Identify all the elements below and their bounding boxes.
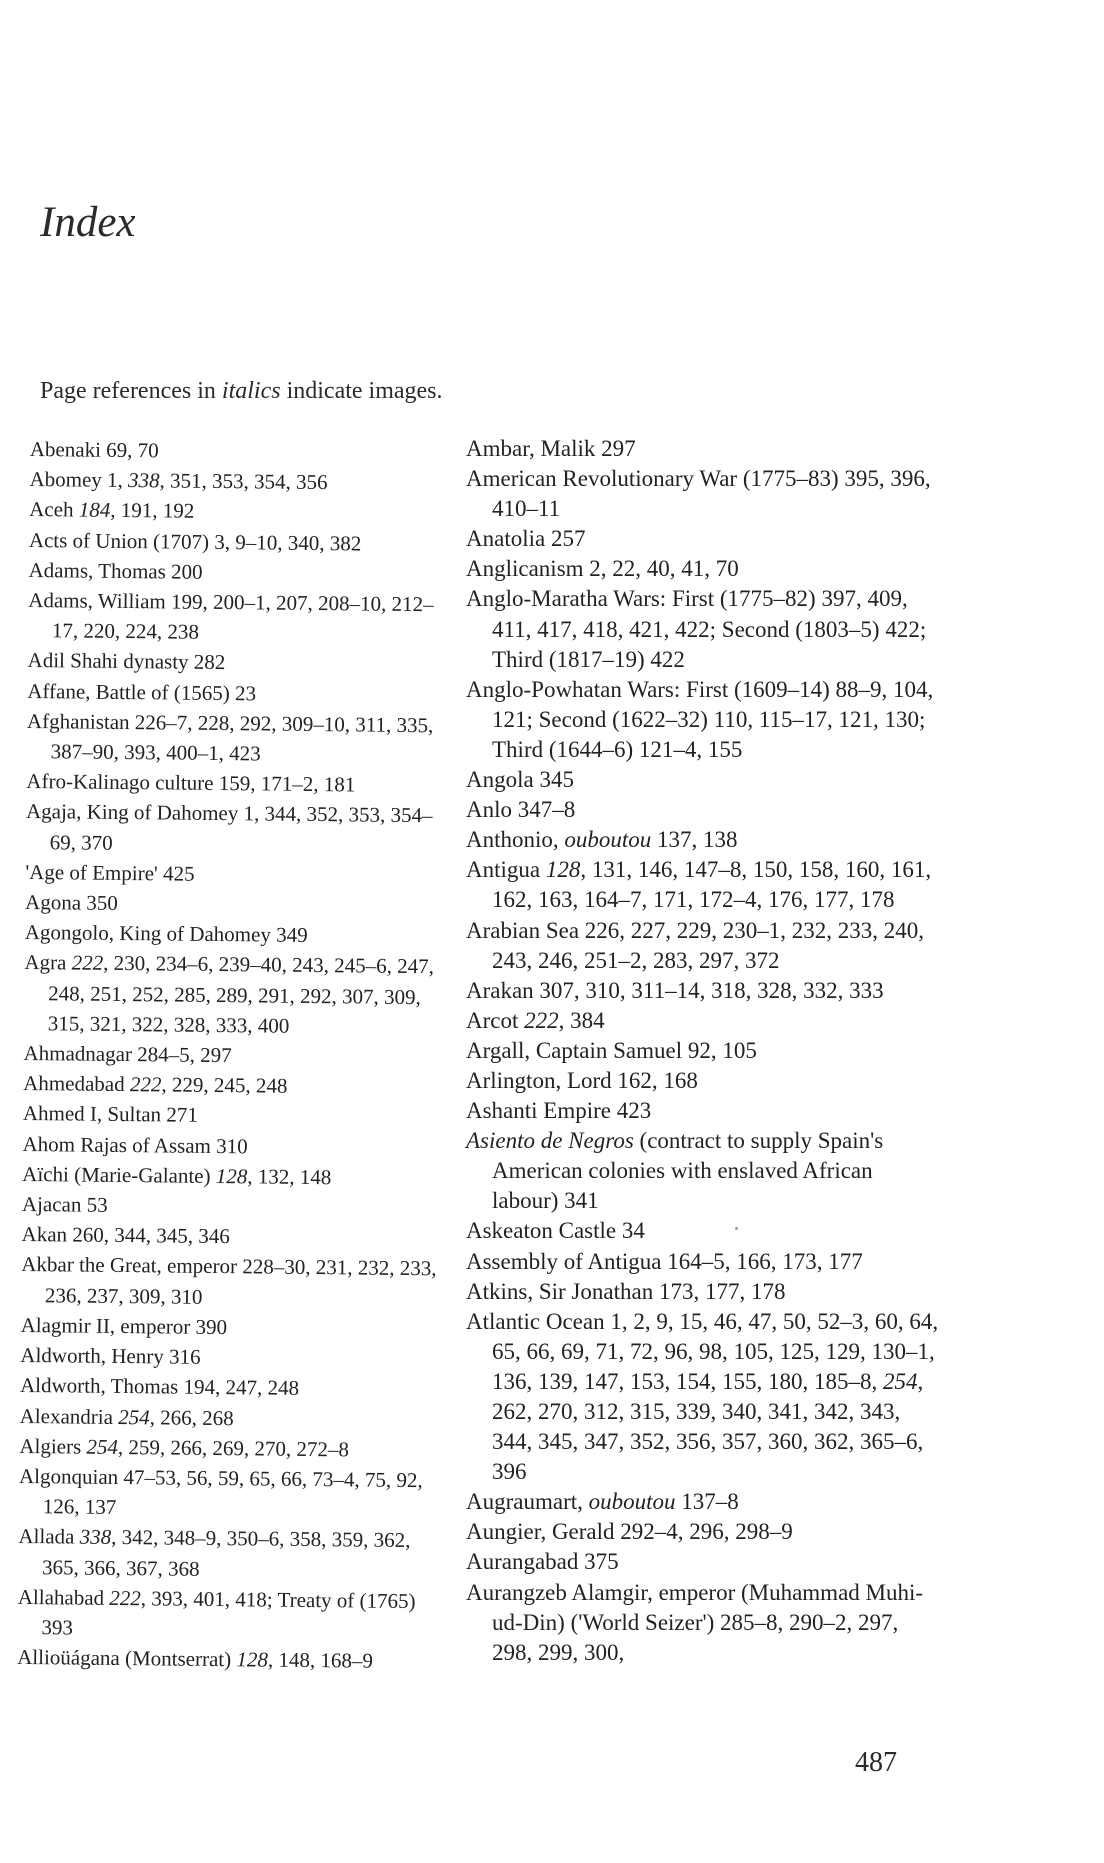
index-entry <box>30 434 450 469</box>
entry-text: Afro-Kalinago culture 159, 171–2, 181 <box>26 769 356 797</box>
index-entry <box>466 855 941 915</box>
entry-text: Arabian Sea 226, 227, 229, 230–1, 232, 233, 240, 243, 246, 251–2, 283, 297, 372 <box>466 917 925 973</box>
entry-text: Aurangzeb Alamgir, emperor (Muhammad Muhi-ud-Din) ('World Seizer') 285–8, 290–2, 297, 298, 299, 300, <box>466 1579 924 1665</box>
entry-italic: 222 <box>71 950 104 976</box>
entry-text: Arlington, Lord 162, 168 <box>466 1067 698 1093</box>
entry-text: Agongolo, King of Dahomey 349 <box>24 920 308 948</box>
entry-text: Argall, Captain Samuel 92, 105 <box>466 1037 757 1063</box>
entry-text: Atlantic Ocean 1, 2, 9, 15, 46, 47, 50, 52–3, 60, 64, 65, 66, 69, 71, 72, 96, 98, 105, 125, 129, 130–1, 136, 139, 147, 153, 154, 155, 180, 185–8, <box>466 1308 939 1394</box>
entry-text: Abenaki 69, 70 <box>29 436 159 463</box>
entry-italic: 222 <box>129 1072 162 1097</box>
entry-text: Augraumart, <box>466 1489 589 1515</box>
index-entry <box>27 645 447 680</box>
index-entry <box>466 1547 941 1577</box>
index-entry <box>29 464 449 499</box>
index-entry <box>19 1461 440 1526</box>
index-entry <box>28 585 449 650</box>
entry-text: Arakan 307, 310, 311–14, 318, 328, 332, 333 <box>466 977 884 1003</box>
index-column-left <box>17 434 450 1677</box>
entry-text-tail: , 230, 234–6, 239–40, 243, 245–6, 247, 248, 251, 252, 285, 289, 291, 292, 307, 309, 315, 321, 322, 328, 333, 400 <box>47 951 435 1038</box>
index-entry <box>23 1098 443 1133</box>
entry-text: Aldworth, Thomas 194, 247, 248 <box>19 1373 300 1401</box>
index-entry <box>25 917 445 952</box>
entry-italic: ouboutou <box>588 1489 676 1515</box>
index-entry <box>26 766 446 801</box>
entry-italic: 338 <box>127 468 160 493</box>
entry-italic: 222 <box>524 1007 559 1033</box>
entry-text: Algonquian 47–53, 56, 59, 65, 66, 73–4, 75, 92, 126, 137 <box>18 1463 423 1520</box>
intro-text-after: indicate images. <box>280 378 443 404</box>
index-entry <box>466 1096 941 1126</box>
entry-italic: 222 <box>109 1585 141 1610</box>
entry-text: Afghanistan 226–7, 228, 292, 309–10, 311, 335, 387–90, 393, 400–1, 423 <box>26 708 434 766</box>
entry-italic: Asiento de Negros <box>466 1128 634 1154</box>
entry-text: Anglicanism 2, 22, 40, 41, 70 <box>466 556 739 582</box>
index-entry <box>19 1431 439 1466</box>
index-entry <box>466 584 941 674</box>
index-entry <box>466 1006 941 1036</box>
index-entry <box>466 916 941 976</box>
entry-text: Ambar, Malik 297 <box>466 436 636 461</box>
page-title: Index <box>40 199 136 246</box>
index-entry <box>27 676 447 711</box>
entry-italic: 254 <box>86 1434 119 1459</box>
entry-text: Anatolia 257 <box>466 526 586 552</box>
index-entry <box>29 494 449 529</box>
index-entry <box>466 1487 941 1517</box>
index-entry <box>466 675 941 765</box>
index-entry <box>22 1159 442 1194</box>
entry-text-tail: , 132, 148 <box>247 1164 332 1190</box>
entry-text: Alexandria <box>19 1403 119 1429</box>
entry-text: Antigua <box>466 857 546 883</box>
index-entry <box>20 1340 440 1375</box>
entry-text-tail: , 259, 266, 269, 270, 272–8 <box>117 1434 350 1462</box>
index-column-right <box>466 434 941 1668</box>
index-entry <box>466 524 941 554</box>
entry-text: Akbar the Great, emperor 228–30, 231, 232, 233, 236, 237, 309, 310 <box>21 1252 437 1309</box>
entry-text: Anglo-Powhatan Wars: First (1609–14) 88–9, 104, 121; Second (1622–32) 110, 115–17, 121, 130; Third (1644–6) 121–4, 155 <box>466 676 934 762</box>
entry-text: Acts of Union (1707) 3, 9–10, 340, 382 <box>28 527 362 556</box>
index-entry <box>20 1400 440 1435</box>
entry-text: Akan 260, 344, 345, 346 <box>21 1222 230 1249</box>
entry-text: Askeaton Castle 34 <box>466 1218 645 1244</box>
index-entry <box>466 825 941 855</box>
paper-speck <box>735 1227 738 1230</box>
entry-text: Aïchi (Marie-Galante) <box>22 1161 216 1188</box>
entry-italic: 338 <box>79 1524 112 1550</box>
entry-italic: 184 <box>78 497 111 523</box>
index-entry <box>466 464 941 524</box>
entry-text: Abomey 1, <box>29 467 129 493</box>
index-intro-note <box>40 378 443 405</box>
index-entry <box>23 1068 443 1103</box>
index-entry <box>18 1521 439 1586</box>
entry-text: Aungier, Gerald 292–4, 296, 298–9 <box>466 1519 793 1545</box>
entry-text-tail: , 342, 348–9, 350–6, 358, 359, 362, 365, 366, 367, 368 <box>42 1525 411 1581</box>
index-entry <box>25 857 445 892</box>
entry-text-tail: , 148, 168–9 <box>267 1647 374 1673</box>
entry-text-tail: 137, 138 <box>651 827 738 853</box>
entry-text-tail: , 266, 268 <box>149 1404 234 1430</box>
index-entry <box>21 1249 442 1314</box>
entry-text: Atkins, Sir Jonathan 173, 177, 178 <box>466 1278 786 1304</box>
entry-text: Aldworth, Henry 316 <box>20 1343 201 1369</box>
entry-text-tail: 137–8 <box>675 1489 739 1515</box>
entry-text: Assembly of Antigua 164–5, 166, 173, 177 <box>466 1248 863 1274</box>
entry-text: Ahmadnagar 284–5, 297 <box>23 1041 232 1068</box>
entry-text: Ahom Rajas of Assam 310 <box>22 1131 248 1158</box>
index-entry <box>17 1642 437 1677</box>
index-entry <box>466 1277 941 1307</box>
entry-text: Anthonio, <box>466 827 565 853</box>
index-entry <box>23 1038 443 1073</box>
entry-text: Aurangabad 375 <box>466 1549 619 1575</box>
index-entry <box>29 525 449 560</box>
entry-text: Ahmed I, Sultan 271 <box>22 1101 198 1128</box>
entry-text: Anlo 347–8 <box>466 797 576 823</box>
index-entry <box>466 1066 941 1096</box>
entry-text: Alagmir II, emperor 390 <box>20 1312 228 1340</box>
entry-text-tail: , 229, 245, 248 <box>161 1072 288 1098</box>
entry-text: Allioüágana (Montserrat) <box>17 1645 237 1672</box>
entry-text: 'Age of Empire' 425 <box>25 859 195 886</box>
entry-text-tail: (contract to supply Spain's American colonies with enslaved African labour) 341 <box>492 1128 884 1214</box>
index-entry <box>22 1129 442 1164</box>
index-entry <box>466 1578 941 1668</box>
index-entry <box>24 947 445 1042</box>
entry-text: Adams, Thomas 200 <box>28 557 203 584</box>
index-entry <box>21 1219 441 1254</box>
index-entry <box>25 887 445 922</box>
entry-italic: 254 <box>118 1404 150 1429</box>
entry-text: Agona 350 <box>24 890 118 915</box>
index-entry <box>466 795 941 825</box>
index-entry <box>26 796 447 861</box>
entry-text: Angola 345 <box>466 767 574 793</box>
entry-text: Allahabad <box>17 1584 110 1610</box>
entry-text: Agra <box>24 950 72 975</box>
entry-text: American Revolutionary War (1775–83) 395, 396, 410–11 <box>466 466 931 522</box>
index-entry <box>466 1247 941 1277</box>
index-entry <box>466 1307 941 1488</box>
entry-text: Anglo-Maratha Wars: First (1775–82) 397, 409, 411, 417, 418, 421, 422; Second (1803–5) 422; Third (1817–19) 422 <box>466 586 927 672</box>
entry-text-tail: , 351, 353, 354, 356 <box>159 468 328 495</box>
index-entry <box>17 1582 438 1647</box>
entry-italic: 254 <box>883 1368 918 1394</box>
entry-text: Adil Shahi dynasty 282 <box>27 648 226 675</box>
entry-text: Ashanti Empire 423 <box>466 1098 652 1124</box>
index-entry <box>466 1036 941 1066</box>
entry-text: Ajacan 53 <box>21 1192 108 1217</box>
entry-text: Affane, Battle of (1565) 23 <box>27 678 257 706</box>
entry-text: Allada <box>18 1524 80 1549</box>
entry-italic: 128 <box>215 1163 248 1189</box>
entry-text: Aceh <box>29 497 79 522</box>
index-entry <box>466 434 941 464</box>
index-entry <box>21 1310 441 1345</box>
index-entry <box>466 554 941 584</box>
entry-text-tail: , 384 <box>558 1007 605 1033</box>
entry-text-tail: , 393, 401, 418; Treaty of (1765) 393 <box>41 1585 416 1640</box>
entry-text-tail: , 191, 192 <box>110 498 195 524</box>
entry-text: Ahmedabad <box>23 1071 131 1097</box>
entry-italic: 128 <box>236 1647 269 1672</box>
entry-text-tail: , 262, 270, 312, 315, 339, 340, 341, 342, 343, 344, 345, 347, 352, 356, 357, 360, 362, 365–6, 396 <box>492 1368 924 1485</box>
intro-text-italic: italics <box>221 378 281 404</box>
index-entry <box>28 555 448 590</box>
index-entry <box>466 1126 941 1216</box>
index-entry <box>466 765 941 795</box>
index-entry <box>20 1370 440 1405</box>
index-entry <box>466 1216 941 1246</box>
entry-italic: 128 <box>545 857 581 883</box>
entry-text: Agaja, King of Dahomey 1, 344, 352, 353, 354–69, 370 <box>25 799 433 855</box>
page-number: 487 <box>855 1747 897 1778</box>
entry-text: Adams, William 199, 200–1, 207, 208–10, 212–17, 220, 224, 238 <box>28 588 434 644</box>
index-entry <box>466 1517 941 1547</box>
entry-text: Algiers <box>19 1433 87 1459</box>
entry-text: Arcot <box>466 1007 525 1033</box>
entry-italic: ouboutou <box>564 827 652 853</box>
index-entry <box>22 1189 442 1224</box>
intro-text-before: Page references in <box>40 378 222 404</box>
index-entry <box>27 706 448 771</box>
entry-text-tail: , 131, 146, 147–8, 150, 158, 160, 161, 162, 163, 164–7, 171, 172–4, 176, 177, 178 <box>492 857 932 913</box>
index-entry <box>466 976 941 1006</box>
